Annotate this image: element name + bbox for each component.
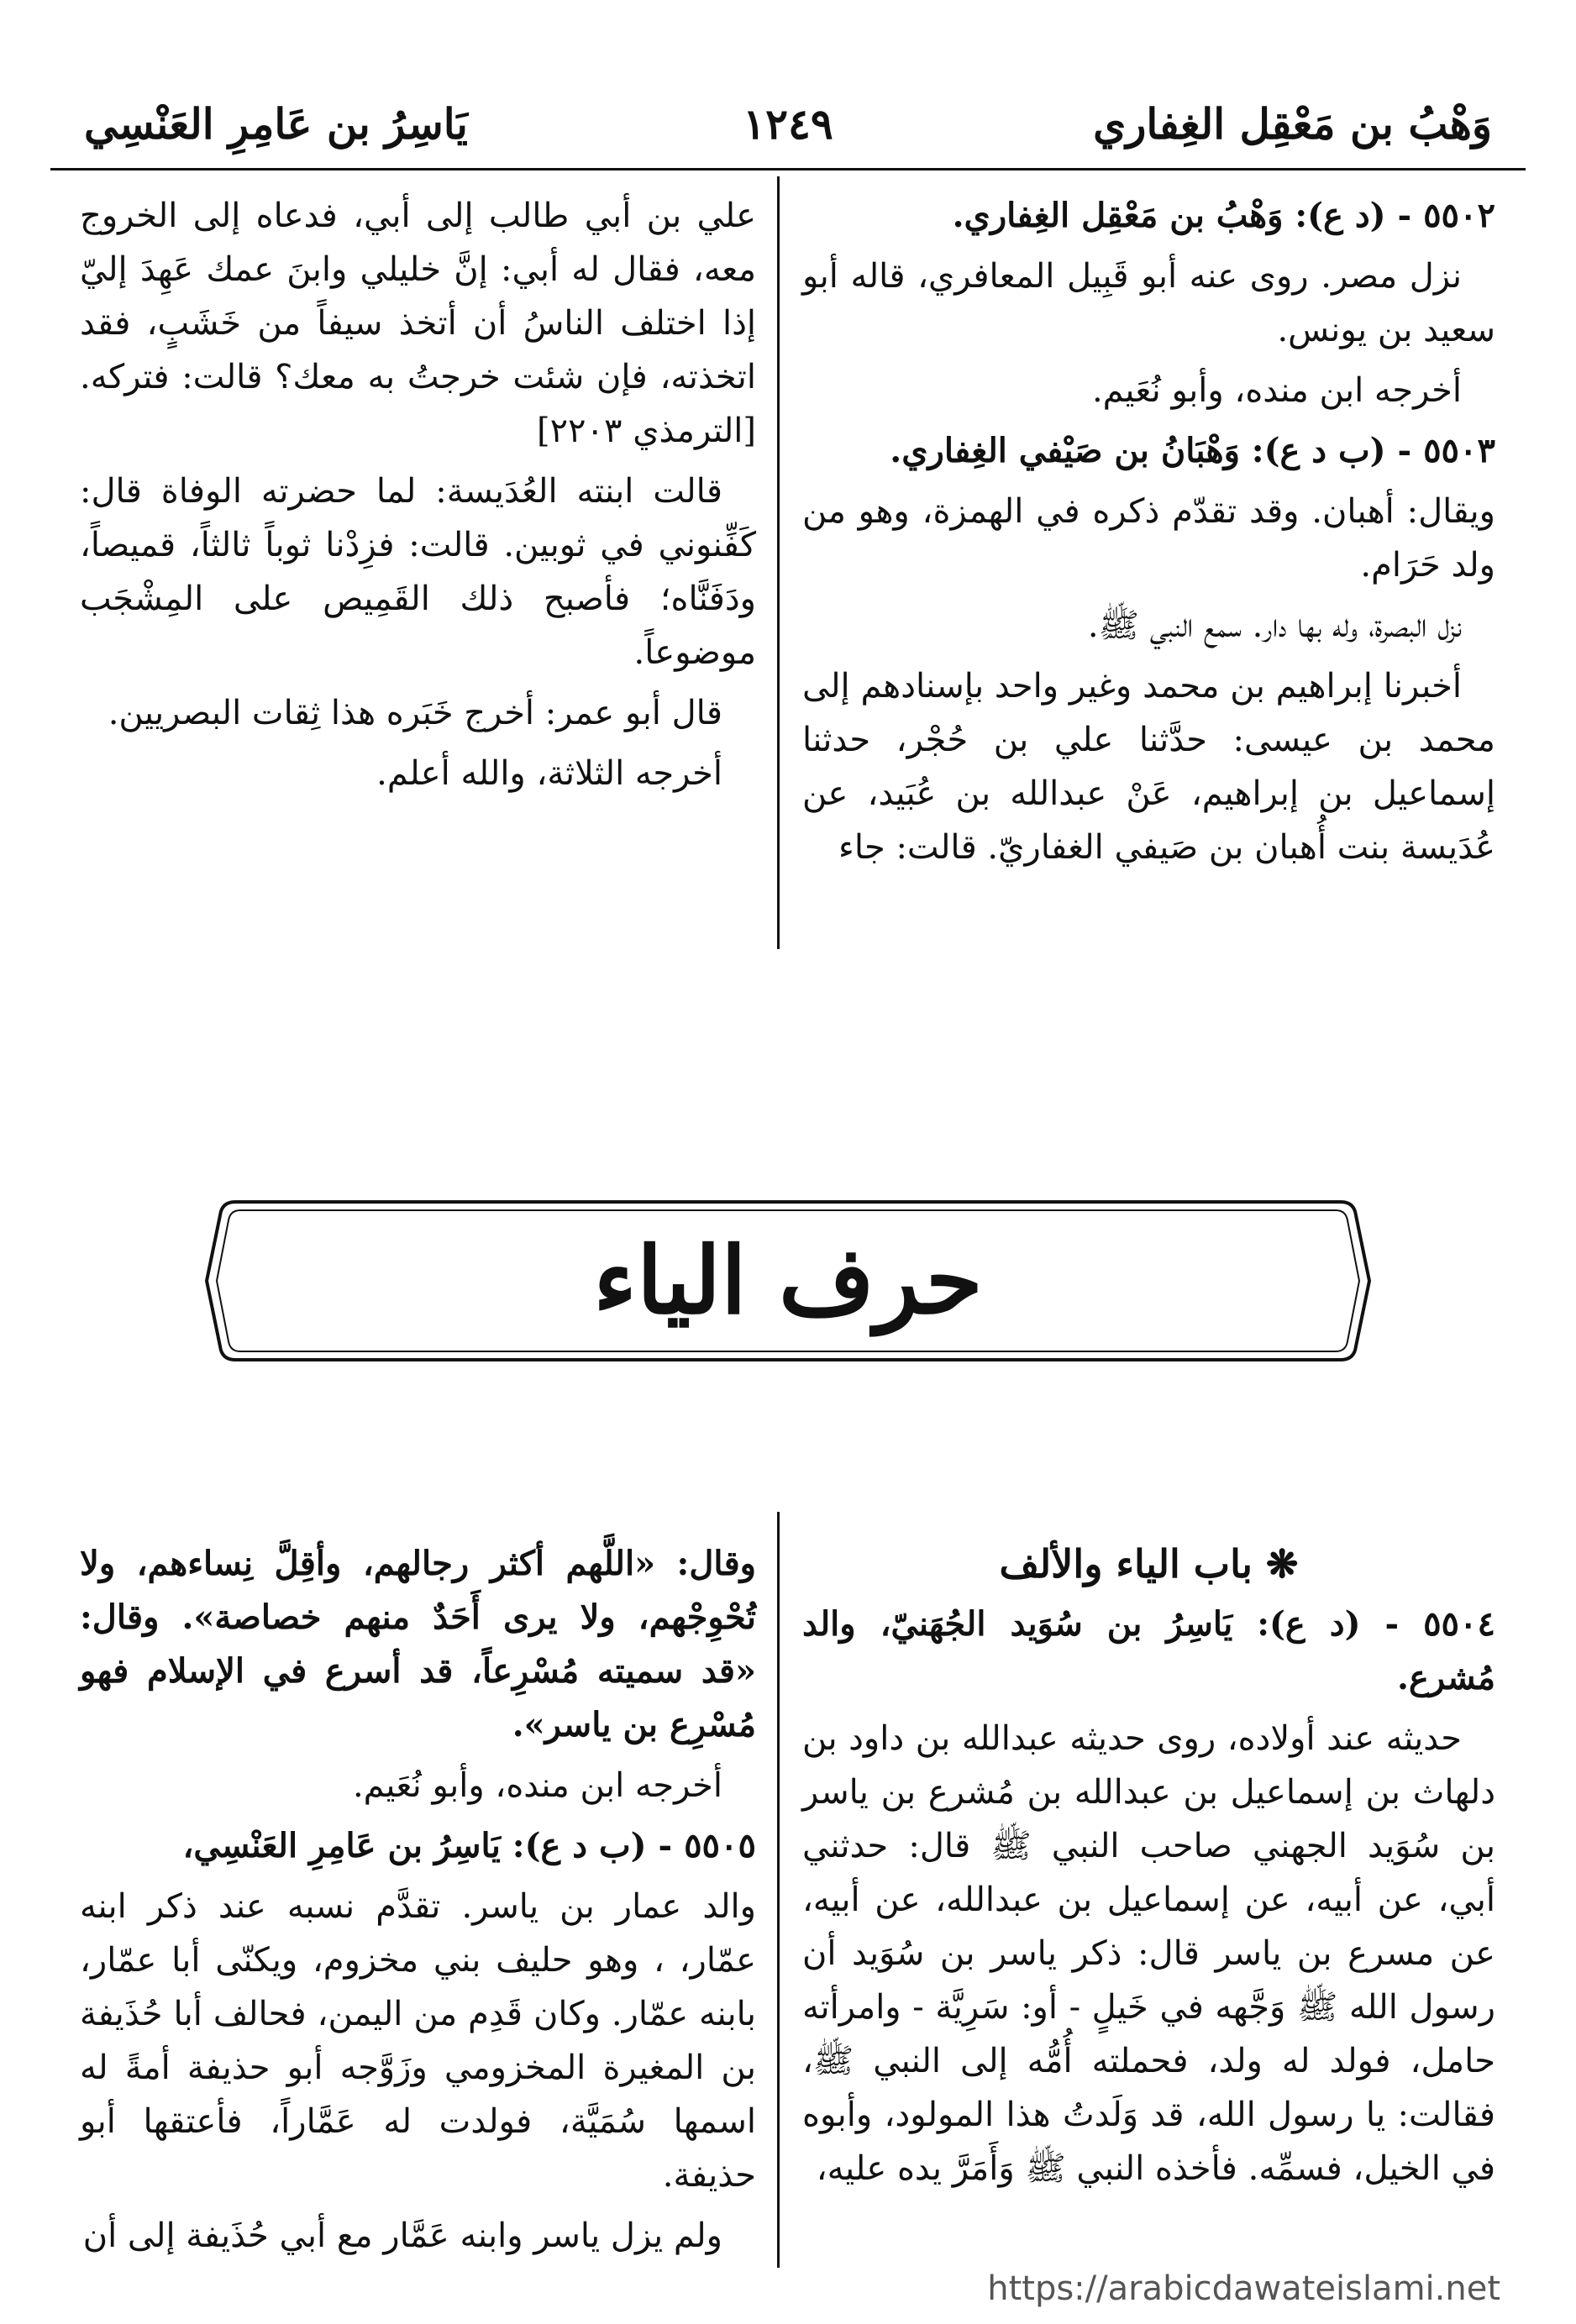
narration-text-2: قالت ابنته العُدَيسة: لما حضرته الوفاة قال: كَفِّنوني في ثوبين. قالت: فزِدْنا ثوباً ثالثاً، قميصاً، ودَفَنَّاه؛ فأصبح ذلك القَمِيص على المِشْجَب موضوعاً. — [80, 472, 756, 672]
entry-5505-text-1: والد عمار بن ياسر. تقدَّم نسبه عند ذكر ابنه عمّار، ، وهو حليف بني مخزوم، ويكنّى أبا عمّار، بابنه عمّار. وكان قَدِم من اليمن، فحالف أبا حُذَيفة بن المغيرة المخزومي وزَوَّجه أبو حذيفة أمةً له اسمها سُمَيَّة، فولدت له عَمَّاراً، فأعتقها أبو حذيفة. — [80, 1887, 756, 2195]
entry-5504-text: حديثه عند أولاده، روى حديثه عبدالله بن داود بن دلهاث بن إسماعيل بن عبدالله بن مُشرع بن ياسر بن سُوَيد الجهني صاحب النبي ﷺ قال: حدثني أبي، عن أبيه، عن إسماعيل بن عبدالله، عن أبيه، عن مسرع بن ياسر قال: ذكر ياسر بن سُوَيد أن رسول الله ﷺ وَجَّهه في خَيلٍ - أو: سَرِيَّة - وامرأته حامل، فولد له ولد، فحملته أُمُّه إلى النبي ﷺ، فقالت: يا رسول الله، قد وَلَدتُ هذا المولود، وأبوه في الخيل، فسمِّه. فأخذه النبي ﷺ وَأَمَرَّ يده عليه، — [802, 1719, 1496, 2188]
entry-5505-text-2: ولم يزل ياسر وابنه عَمَّار مع أبي حُذَيفة إلى أن — [82, 2216, 722, 2255]
bottom-column-divider — [777, 1512, 780, 2268]
bottom-left-column — [80, 1537, 756, 2269]
entry-5504-heading: ٥٥٠٤ - (د ع): يَاسِرُ بن سُوَيد الجُهَنيّ، والد مُشرع. — [802, 1604, 1495, 1697]
top-left-column — [80, 189, 756, 807]
hadith-source: أخرجه ابن منده، وأبو نُعَيم. — [352, 1766, 722, 1805]
entry-5503-text-2: نزل البصرة، وله بها دار. سمع النبي ﷺ. — [1087, 606, 1462, 645]
narration-source: أخرجه الثلاثة، والله أعلم. — [376, 754, 722, 793]
narration-text-3: قال أبو عمر: أخرج خَبَره هذا ثِقات البصريين. — [108, 694, 722, 732]
entry-5503-text-1: ويقال: أهبان. وقد تقدّم ذكره في الهمزة، وهو من ولد حَرَام. — [802, 492, 1495, 585]
top-right-column — [802, 189, 1495, 881]
running-header-right: وَهْبُ بن مَعْقِل الغِفاري — [1093, 99, 1492, 149]
entry-5502-text: نزل مصر. روى عنه أبو قَبِيل المعافري، قاله أبو سعيد بن يونس. — [802, 257, 1495, 349]
hadith-quote: وقال: «اللَّهم أكثر رجالهم، وأقِلَّ نِساءهم، ولا تُحْوِجْهم، ولا يرى أَحَدٌ منهم خصاصة». وقال: «قد سميته مُسْرِعاً، قد أسرع في الإسلام فهو مُسْرِع بن ياسر». — [80, 1544, 756, 1744]
section-heading: ❋ باب الياء والألف — [999, 1541, 1299, 1587]
top-column-divider — [777, 176, 780, 949]
entry-5505-heading: ٥٥٠٥ - (ب د ع): يَاسِرُ بن عَامِرِ العَنْسِي، — [182, 1826, 756, 1865]
entry-5503-heading: ٥٥٠٣ - (ب د ع): وَهْبَانُ بن صَيْفي الغِفاري. — [890, 431, 1495, 470]
watermark-url: https://arabicdawateislami.net — [987, 2269, 1500, 2308]
entry-5503-text-3: أخبرنا إبراهيم بن محمد وغير واحد بإسنادهم إلى محمد بن عيسى: حدَّثنا علي بن حُجْر، حدثنا إسماعيل بن إبراهيم، عَنْ عبدالله بن عُبَيد، عن عُدَيسة بنت أُهبان بن صَيفي الغفاريّ. قالت: جاء — [802, 667, 1495, 867]
chapter-title: حرف الياء — [593, 1226, 983, 1335]
entry-5502-source: أخرجه ابن منده، وأبو نُعَيم. — [1091, 371, 1462, 410]
bottom-right-column — [802, 1537, 1495, 2202]
chapter-title-frame — [202, 1197, 1374, 1365]
entry-5502-heading: ٥٥٠٢ - (د ع): وَهْبُ بن مَعْقِل الغِفاري. — [952, 196, 1495, 235]
narration-text-1: علي بن أبي طالب إلى أبي، فدعاه إلى الخروج معه، فقال له أبي: إنَّ خليلي وابنَ عمك عَهِدَ إليّ إذا اختلف الناسُ أن أتخذ سيفاً من خَشَبٍ، فقد اتخذته، فإن شئت خرجتُ به معك؟ قالت: فتركه. [الترمذي ٢٢٠٣] — [80, 197, 757, 450]
header-rule — [50, 168, 1526, 170]
running-header-left: يَاسِرُ بن عَامِرِ العَنْسِي — [84, 99, 468, 149]
page-number: ١٢٤٩ — [743, 99, 833, 149]
